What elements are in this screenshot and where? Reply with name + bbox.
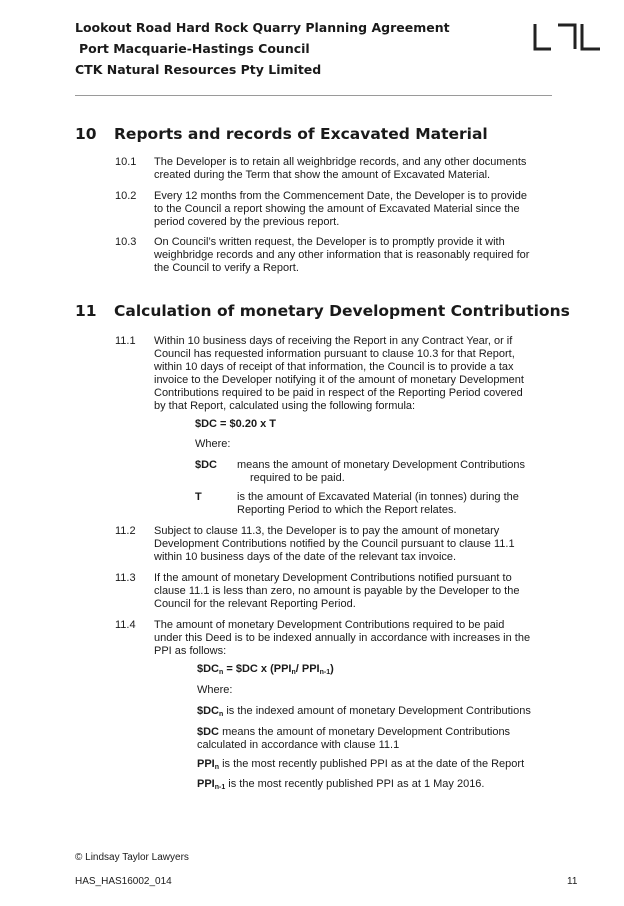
- header-company: CTK Natural Resources Pty Limited: [75, 62, 322, 77]
- section-11-title: Calculation of monetary Development Contributions: [114, 302, 570, 320]
- clause-10-3-number: 10.3: [115, 236, 137, 248]
- ltl-logo-icon: [532, 22, 602, 52]
- definition-t-text: is the amount of Excavated Material (in tonnes) during the Reporting Period to which the Report relates.: [237, 491, 519, 516]
- formula-dc: $DC = $0.20 x T: [195, 418, 277, 430]
- section-10-title: Reports and records of Excavated Material: [114, 125, 488, 143]
- definition-t-term: T: [195, 491, 202, 503]
- definition-ppin-1: $PPI_{n-1}$ is the most recently published PPI as at 1 May 2016.: [197, 778, 485, 791]
- page-number: 11: [567, 876, 578, 887]
- clause-11-4-text: The amount of monetary Development Contributions required to be paid under this Deed is to be indexed annually in accordance with increases in the PPI as follows:: [154, 619, 531, 657]
- clause-11-1-number: 11.1: [115, 335, 136, 347]
- clause-11-2-text: Subject to clause 11.3, the Developer is to pay the amount of monetary Development Contributions notified by the Council pursuant to clause 11.1 within 10 business days of the date of the relevant tax invoice.: [154, 525, 515, 563]
- definition-dc-text: means the amount of monetary Development Contributions required to be paid.: [237, 459, 525, 484]
- clause-10-1-number: 10.1: [115, 156, 137, 168]
- header-council: Port Macquarie-Hastings Council: [79, 41, 310, 56]
- definition-dc-2: $DC means the amount of monetary Development Contributions calculated in accordance with clause 11.1: [197, 726, 511, 751]
- clause-11-3-number: 11.3: [115, 572, 136, 584]
- where-label-2: Where:: [197, 684, 233, 696]
- footer-docref: HAS_HAS16002_014: [75, 876, 172, 887]
- clause-11-2-number: 11.2: [115, 525, 136, 537]
- clause-11-4-number: 11.4: [115, 619, 136, 631]
- definition-ppin: $PPI_n$ is the most recently published PPI as at the date of the Report: [197, 758, 525, 771]
- header-title: Lookout Road Hard Rock Quarry Planning Agreement: [75, 20, 450, 35]
- footer-copyright: © Lindsay Taylor Lawyers: [75, 852, 189, 863]
- clause-10-2-number: 10.2: [115, 190, 137, 202]
- section-11-number: 11: [75, 302, 97, 320]
- where-label-1: Where:: [195, 438, 231, 450]
- clause-10-2-text: Every 12 months from the Commencement Date, the Developer is to provide to the Council a report showing the amount of Excavated Material since the period covered by the previous report.: [154, 190, 527, 228]
- formula-dcn: $\$DC_n$ = $DC x ($PPI_n/$ $PPI_{n-1}$): [197, 663, 334, 676]
- clause-10-3-text: On Council’s written request, the Developer is to promptly provide it with weighbridge records and any other information that is reasonably required for the Council to verify a Report.: [154, 236, 530, 274]
- definition-dc-term: $DC: [195, 459, 218, 471]
- definition-dcn: $\$DC_n$ is the indexed amount of monetary Development Contributions: [197, 705, 531, 718]
- section-10-number: 10: [75, 125, 97, 143]
- header-divider: [75, 95, 552, 96]
- clause-11-3-text: If the amount of monetary Development Contributions notified pursuant to clause 11.1 is less than zero, no amount is payable by the Developer to the Council for the relevant Reporting Period.: [154, 572, 520, 610]
- clause-10-1-text: The Developer is to retain all weighbridge records, and any other documents created during the Term that show the amount of Excavated Material.: [154, 156, 527, 181]
- clause-11-1-text: Within 10 business days of receiving the Report in any Contract Year, or if Council has requested information pursuant to clause 10.3 for that Report, within 10 days of receipt of that information, the Council is to provide a tax invoice to the Developer notifying it of the amount of monetary Development Contributions required to be paid in respect of the Reporting Period covered by that Report, calculated using the following formula:: [154, 335, 524, 412]
